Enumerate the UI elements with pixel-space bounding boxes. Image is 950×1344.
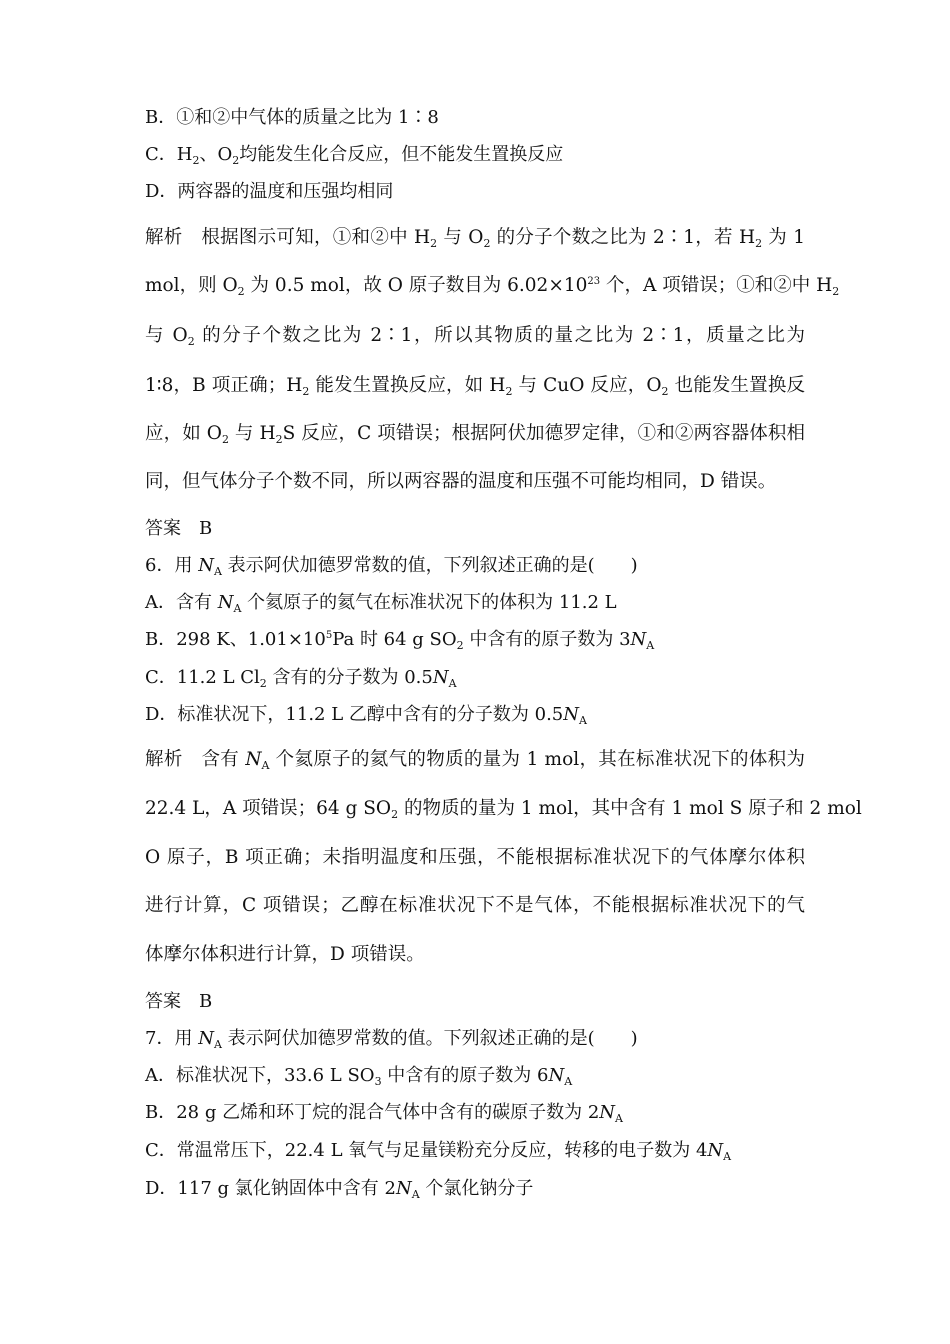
q5-option-d: D．两容器的温度和压强均相同	[145, 181, 394, 202]
q5-analysis-line-2: mol，则 $O_2$ 为 0.5 mol，故 O 原子数目为 $6.02\times 10^{23}$ 个，A 项错误；①和②中 $H_2$	[145, 275, 840, 298]
q5-analysis-line-1: 解析 根据图示可知，①和②中 $H_2$ 与 $O_2$ 的分子个数之比为 2∶1，若 $H_2$ 为 1	[145, 227, 805, 250]
q6-analysis-line-2: 22.4 L，A 项错误；64 g $SO_2$ 的物质的量为 1 mol，其中含有 1 mol S 原子和 2 mol	[145, 798, 862, 821]
q6-answer: 答案 B	[145, 991, 213, 1012]
q7-option-b: B．28 g 乙烯和环丁烷的混合气体中含有的碳原子数为 $2N_A$	[145, 1102, 623, 1125]
q5-option-b: B．①和②中气体的质量之比为 1∶8	[145, 107, 439, 128]
q5-analysis-line-5: 应，如 $O_2$ 与 $H_2S$ 反应，C 项错误；根据阿伏加德罗定律，①和②两容器体积相	[145, 423, 805, 446]
q6-option-c: C．11.2 L $Cl_2$ 含有的分子数为 $0.5N_A$	[145, 667, 457, 690]
q6-analysis-line-3: O 原子，B 项正确；未指明温度和压强，不能根据标准状况下的气体摩尔体积	[145, 847, 805, 868]
q7-option-c: C．常温常压下，22.4 L 氧气与足量镁粉充分反应，转移的电子数为 $4N_A$	[145, 1140, 732, 1163]
q6-option-a: A．含有 $N_A$ 个氦原子的氦气在标准状况下的体积为 11.2 L	[145, 592, 617, 615]
q7-stem: 7．用 $N_A$ 表示阿伏加德罗常数的值。下列叙述正确的是( )	[145, 1028, 638, 1051]
q5-option-c: C．$H_2$、$O_2$均能发生化合反应，但不能发生置换反应	[145, 144, 564, 167]
q5-answer: 答案 B	[145, 518, 213, 539]
q6-analysis-line-5: 体摩尔体积进行计算，D 项错误。	[145, 944, 425, 965]
q6-analysis-line-4: 进行计算，C 项错误；乙醇在标准状况下不是气体，不能根据标准状况下的气	[145, 895, 805, 916]
q5-analysis-line-3: 与 $O_2$ 的分子个数之比为 2∶1，所以其物质的量之比为 2∶1，质量之比为	[145, 325, 805, 348]
q6-analysis-line-1: 解析 含有 $N_A$ 个氦原子的氦气的物质的量为 1 mol，其在标准状况下的体积为	[145, 749, 806, 772]
q5-analysis-line-6: 同，但气体分子个数不同，所以两容器的温度和压强不可能均相同，D 错误。	[145, 471, 777, 492]
q6-stem: 6．用 $N_A$ 表示阿伏加德罗常数的值，下列叙述正确的是( )	[145, 555, 638, 578]
q7-option-a: A．标准状况下，33.6 L $SO_3$ 中含有的原子数为 $6N_A$	[145, 1065, 573, 1088]
q6-option-d: D．标准状况下，11.2 L 乙醇中含有的分子数为 $0.5N_A$	[145, 704, 587, 727]
q6-option-b: B．298 K、$1.01\times 10^5Pa$ 时 64 g $SO_2$ 中含有的原子数为 $3N_A$	[145, 629, 655, 652]
q7-option-d: D．117 g 氯化钠固体中含有 $2N_A$ 个氯化钠分子	[145, 1178, 534, 1201]
q5-analysis-line-4: 1∶8，B 项正确；$H_2$ 能发生置换反应，如 $H_2$ 与 CuO 反应，$O_2$ 也能发生置换反	[145, 375, 805, 398]
